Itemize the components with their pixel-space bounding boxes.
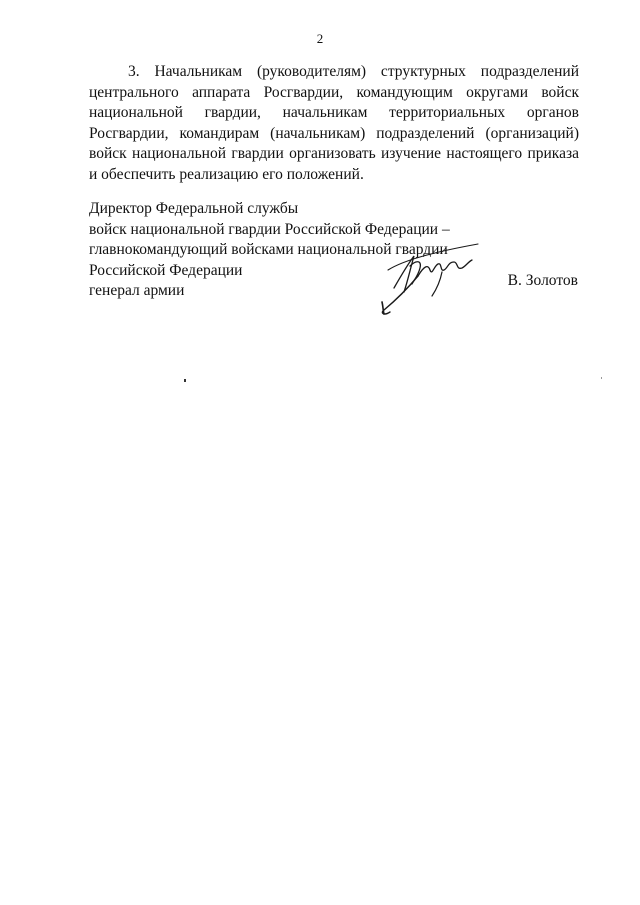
signatory-rank: генерал армии [89,282,185,299]
scan-speck [601,377,602,379]
signatory-title-line: главнокомандующий войсками национальной гвардии [89,241,448,258]
paragraph-line: войск национальной гвардии организовать изучение настоящего приказа [89,145,579,162]
signatory-title-line: Российской Федерации [89,261,243,279]
paragraph-line: и обеспечить реализацию его положений. [89,165,364,183]
signatory-title-line: Директор Федеральной службы [89,200,299,217]
paragraph-line: национальной гвардии, начальникам территориальных органов [89,104,579,121]
handwritten-signature [374,230,484,320]
page-number: 2 [316,31,324,46]
paragraph-line: центрального аппарата Росгвардии, командующим округами войск [89,83,579,101]
signatory-title-line: войск национальной гвардии Российской Федерации – [89,220,450,238]
paragraph-line: Росгвардии, командирам (начальникам) подразделений (организаций) [89,124,579,142]
scan-speck [184,379,186,382]
paragraph-line: 3. Начальникам (руководителям) структурных подразделений [128,63,579,80]
signer-name: В. Золотов [507,272,578,289]
paragraph-item-3 [89,62,579,185]
